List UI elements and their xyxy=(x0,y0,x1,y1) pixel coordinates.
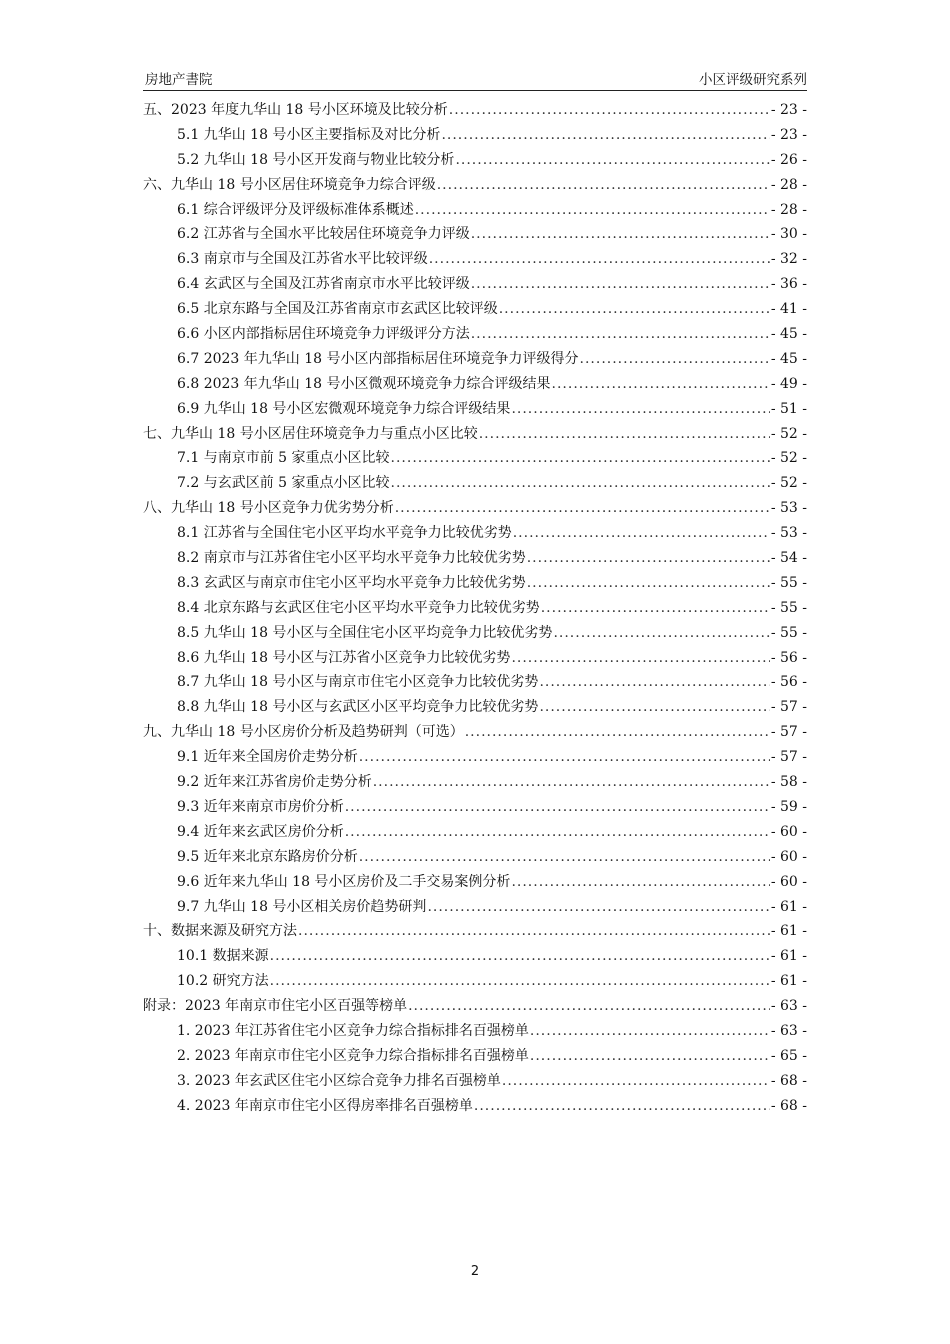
toc-section-entry[interactable] xyxy=(143,198,807,223)
toc-entry-title: 8.6 九华山 18 号小区与江苏省小区竞争力比较优劣势 xyxy=(177,649,511,666)
toc-chapter-entry[interactable] xyxy=(143,919,807,944)
toc-section-entry[interactable] xyxy=(143,745,807,770)
toc-dot-leader xyxy=(580,347,770,372)
toc-entry-page: - 58 - xyxy=(770,774,807,791)
toc-entry-title: 1. 2023 年江苏省住宅小区竞争力综合指标排名百强榜单 xyxy=(177,1022,529,1039)
toc-dot-leader xyxy=(391,471,770,496)
toc-entry-title: 五、2023 年度九华山 18 号小区环境及比较分析 xyxy=(143,102,448,118)
toc-dot-leader xyxy=(511,646,769,671)
toc-dot-leader xyxy=(345,795,770,820)
toc-section-entry[interactable] xyxy=(143,372,807,397)
toc-entry-page: - 45 - xyxy=(770,350,807,367)
toc-entry-title: 6.5 北京东路与全国及江苏省南京市玄武区比较评级 xyxy=(177,301,498,318)
toc-section-entry[interactable] xyxy=(143,297,807,322)
toc-entry-title: 6.9 九华山 18 号小区宏微观环境竞争力综合评级结果 xyxy=(177,400,511,417)
toc-section-entry[interactable] xyxy=(143,1019,807,1044)
toc-entry-page: - 57 - xyxy=(770,699,807,716)
toc-dot-leader xyxy=(530,1044,770,1069)
toc-chapter-entry[interactable] xyxy=(143,496,807,521)
toc-section-entry[interactable] xyxy=(143,247,807,272)
toc-entry-title: 附录：2023 年南京市住宅小区百强等榜单 xyxy=(143,998,408,1015)
toc-entry-title: 8.8 九华山 18 号小区与玄武区小区平均竞争力比较优劣势 xyxy=(177,699,539,716)
toc-section-entry[interactable] xyxy=(143,222,807,247)
toc-entry-page: - 30 - xyxy=(770,226,807,243)
toc-dot-leader xyxy=(479,422,770,447)
toc-entry-title: 9.3 近年来南京市房价分析 xyxy=(177,798,344,815)
toc-dot-leader xyxy=(270,969,770,994)
toc-entry-page: - 68 - xyxy=(770,1072,807,1089)
toc-dot-leader xyxy=(471,322,770,347)
toc-entry-page: - 56 - xyxy=(770,649,807,666)
toc-chapter-entry[interactable] xyxy=(143,994,807,1019)
toc-entry-title: 7.2 与玄武区前 5 家重点小区比较 xyxy=(177,475,390,492)
toc-section-entry[interactable] xyxy=(143,546,807,571)
toc-entry-title: 9.7 九华山 18 号小区相关房价趋势研判 xyxy=(177,898,427,915)
toc-entry-title: 6.7 2023 年九华山 18 号小区内部指标居住环境竞争力评级得分 xyxy=(177,350,579,367)
toc-section-entry[interactable] xyxy=(143,621,807,646)
toc-entry-title: 10.1 数据来源 xyxy=(177,948,269,965)
toc-chapter-entry[interactable] xyxy=(143,720,807,745)
page-header xyxy=(143,64,807,91)
toc-dot-leader xyxy=(513,521,770,546)
toc-dot-leader xyxy=(345,820,770,845)
toc-entry-page: - 45 - xyxy=(770,326,807,343)
toc-section-entry[interactable] xyxy=(143,870,807,895)
toc-section-entry[interactable] xyxy=(143,1044,807,1069)
toc-dot-leader xyxy=(270,944,770,969)
toc-entry-page: - 55 - xyxy=(770,599,807,616)
toc-entry-title: 8.7 九华山 18 号小区与南京市住宅小区竞争力比较优劣势 xyxy=(177,674,539,691)
toc-entry-page: - 26 - xyxy=(770,151,807,168)
toc-dot-leader xyxy=(474,1094,770,1119)
toc-dot-leader xyxy=(298,919,770,944)
toc-entry-title: 10.2 研究方法 xyxy=(177,973,269,990)
toc-entry-title: 8.4 北京东路与玄武区住宅小区平均水平竞争力比较优劣势 xyxy=(177,599,540,616)
toc-entry-title: 6.3 南京市与全国及江苏省水平比较评级 xyxy=(177,251,428,268)
toc-section-entry[interactable] xyxy=(143,272,807,297)
toc-entry-title: 2. 2023 年南京市住宅小区竞争力综合指标排名百强榜单 xyxy=(177,1047,529,1064)
toc-dot-leader xyxy=(530,1019,770,1044)
toc-entry-page: - 23 - xyxy=(770,126,807,143)
toc-entry-title: 8.1 江苏省与全国住宅小区平均水平竞争力比较优劣势 xyxy=(177,525,512,542)
header-series-title: 小区评级研究系列 xyxy=(699,72,807,88)
toc-entry-page: - 54 - xyxy=(770,550,807,567)
toc-entry-title: 8.3 玄武区与南京市住宅小区平均水平竞争力比较优劣势 xyxy=(177,574,526,591)
toc-entry-title: 七、九华山 18 号小区居住环境竞争力与重点小区比较 xyxy=(143,425,478,442)
toc-dot-leader xyxy=(499,297,770,322)
toc-entry-page: - 60 - xyxy=(770,873,807,890)
toc-entry-title: 4. 2023 年南京市住宅小区得房率排名百强榜单 xyxy=(177,1097,473,1114)
toc-dot-leader xyxy=(539,670,769,695)
toc-entry-title: 6.2 江苏省与全国水平比较居住环境竞争力评级 xyxy=(177,226,470,243)
toc-section-entry[interactable] xyxy=(143,845,807,870)
toc-entry-title: 8.5 九华山 18 号小区与全国住宅小区平均竞争力比较优劣势 xyxy=(177,624,553,641)
toc-entry-page: - 36 - xyxy=(770,276,807,293)
toc-entry-title: 7.1 与南京市前 5 家重点小区比较 xyxy=(177,450,390,467)
toc-entry-title: 8.2 南京市与江苏省住宅小区平均水平竞争力比较优劣势 xyxy=(177,550,526,567)
toc-entry-page: - 57 - xyxy=(770,749,807,766)
toc-dot-leader xyxy=(541,596,770,621)
toc-dot-leader xyxy=(553,621,769,646)
toc-entry-page: - 63 - xyxy=(770,998,807,1015)
toc-entry-page: - 61 - xyxy=(770,898,807,915)
toc-entry-page: - 60 - xyxy=(770,823,807,840)
toc-entry-page: - 61 - xyxy=(770,948,807,965)
toc-entry-title: 九、九华山 18 号小区房价分析及趋势研判（可选） xyxy=(143,724,464,741)
table-of-contents xyxy=(143,98,807,1119)
toc-chapter-entry[interactable] xyxy=(143,98,807,123)
toc-entry-page: - 32 - xyxy=(770,251,807,268)
toc-entry-page: - 61 - xyxy=(770,923,807,940)
toc-section-entry[interactable] xyxy=(143,397,807,422)
toc-entry-page: - 60 - xyxy=(770,848,807,865)
toc-entry-page: - 61 - xyxy=(770,973,807,990)
toc-dot-leader xyxy=(359,745,770,770)
toc-entry-title: 6.8 2023 年九华山 18 号小区微观环境竞争力综合评级结果 xyxy=(177,375,551,392)
toc-dot-leader xyxy=(408,994,770,1019)
toc-entry-title: 6.6 小区内部指标居住环境竞争力评级评分方法 xyxy=(177,326,470,343)
toc-entry-title: 9.1 近年来全国房价走势分析 xyxy=(177,749,358,766)
toc-entry-page: - 55 - xyxy=(770,574,807,591)
toc-dot-leader xyxy=(455,148,769,173)
toc-dot-leader xyxy=(449,98,770,123)
toc-dot-leader xyxy=(391,446,770,471)
toc-entry-title: 3. 2023 年玄武区住宅小区综合竞争力排名百强榜单 xyxy=(177,1072,501,1089)
toc-entry-title: 六、九华山 18 号小区居住环境竞争力综合评级 xyxy=(143,176,436,193)
toc-entry-title: 9.6 近年来九华山 18 号小区房价及二手交易案例分析 xyxy=(177,873,511,890)
toc-section-entry[interactable] xyxy=(143,795,807,820)
toc-section-entry[interactable] xyxy=(143,521,807,546)
toc-dot-leader xyxy=(427,895,769,920)
toc-entry-page: - 59 - xyxy=(770,798,807,815)
toc-dot-leader xyxy=(373,770,770,795)
toc-dot-leader xyxy=(511,397,769,422)
toc-entry-page: - 65 - xyxy=(770,1047,807,1064)
toc-dot-leader xyxy=(527,546,770,571)
toc-dot-leader xyxy=(437,173,770,198)
toc-section-entry[interactable] xyxy=(143,446,807,471)
header-publisher: 房地产書院 xyxy=(145,72,213,88)
toc-entry-page: - 57 - xyxy=(770,724,807,741)
toc-dot-leader xyxy=(471,222,770,247)
toc-section-entry[interactable] xyxy=(143,1094,807,1119)
toc-section-entry[interactable] xyxy=(143,770,807,795)
toc-section-entry[interactable] xyxy=(143,148,807,173)
toc-dot-leader xyxy=(465,720,770,745)
toc-dot-leader xyxy=(539,695,769,720)
toc-section-entry[interactable] xyxy=(143,670,807,695)
toc-section-entry[interactable] xyxy=(143,944,807,969)
toc-dot-leader xyxy=(359,845,770,870)
toc-entry-page: - 55 - xyxy=(770,624,807,641)
toc-entry-title: 八、九华山 18 号小区竞争力优劣势分析 xyxy=(143,500,394,517)
toc-entry-title: 6.1 综合评级评分及评级标准体系概述 xyxy=(177,201,414,218)
toc-entry-page: - 63 - xyxy=(770,1022,807,1039)
toc-entry-page: - 28 - xyxy=(770,176,807,193)
toc-entry-title: 6.4 玄武区与全国及江苏省南京市水平比较评级 xyxy=(177,276,470,293)
toc-entry-page: - 52 - xyxy=(770,475,807,492)
toc-chapter-entry[interactable] xyxy=(143,422,807,447)
toc-section-entry[interactable] xyxy=(143,347,807,372)
toc-entry-page: - 52 - xyxy=(770,425,807,442)
toc-entry-page: - 23 - xyxy=(770,102,807,118)
toc-section-entry[interactable] xyxy=(143,695,807,720)
toc-entry-title: 9.5 近年来北京东路房价分析 xyxy=(177,848,358,865)
toc-entry-title: 5.2 九华山 18 号小区开发商与物业比较分析 xyxy=(177,151,455,168)
toc-section-entry[interactable] xyxy=(143,820,807,845)
toc-entry-page: - 51 - xyxy=(770,400,807,417)
toc-section-entry[interactable] xyxy=(143,895,807,920)
toc-entry-page: - 41 - xyxy=(770,301,807,318)
toc-dot-leader xyxy=(527,571,770,596)
toc-entry-title: 9.4 近年来玄武区房价分析 xyxy=(177,823,344,840)
toc-entry-page: - 53 - xyxy=(770,525,807,542)
toc-entry-page: - 68 - xyxy=(770,1097,807,1114)
toc-section-entry[interactable] xyxy=(143,1069,807,1094)
toc-chapter-entry[interactable] xyxy=(143,173,807,198)
toc-section-entry[interactable] xyxy=(143,596,807,621)
toc-entry-title: 十、数据来源及研究方法 xyxy=(143,923,297,940)
toc-dot-leader xyxy=(415,198,770,223)
toc-section-entry[interactable] xyxy=(143,969,807,994)
toc-entry-page: - 28 - xyxy=(770,201,807,218)
toc-entry-title: 9.2 近年来江苏省房价走势分析 xyxy=(177,774,372,791)
toc-dot-leader xyxy=(429,247,770,272)
toc-entry-page: - 53 - xyxy=(770,500,807,517)
toc-entry-page: - 49 - xyxy=(770,375,807,392)
toc-section-entry[interactable] xyxy=(143,322,807,347)
toc-dot-leader xyxy=(441,123,769,148)
toc-dot-leader xyxy=(502,1069,770,1094)
page-number: 2 xyxy=(470,1264,480,1279)
toc-section-entry[interactable] xyxy=(143,646,807,671)
toc-section-entry[interactable] xyxy=(143,571,807,596)
toc-section-entry[interactable] xyxy=(143,123,807,148)
toc-dot-leader xyxy=(395,496,770,521)
toc-entry-title: 5.1 九华山 18 号小区主要指标及对比分析 xyxy=(177,126,441,143)
toc-dot-leader xyxy=(511,870,769,895)
toc-entry-page: - 52 - xyxy=(770,450,807,467)
toc-dot-leader xyxy=(552,372,770,397)
toc-dot-leader xyxy=(471,272,770,297)
toc-entry-page: - 56 - xyxy=(770,674,807,691)
toc-section-entry[interactable] xyxy=(143,471,807,496)
